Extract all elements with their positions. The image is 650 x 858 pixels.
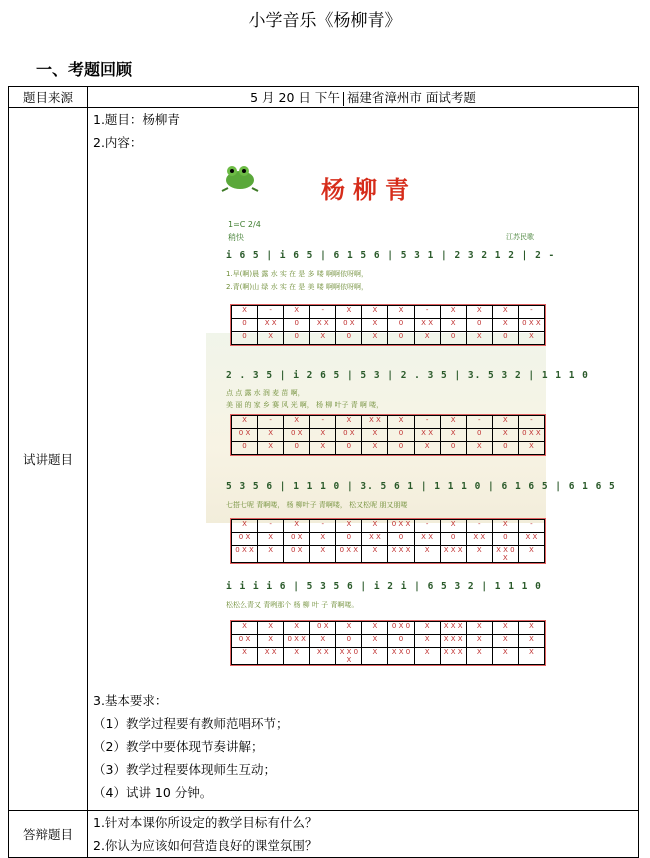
source-value [88, 87, 639, 108]
rhythm-cell: 0 X X [336, 546, 362, 563]
rhythm-cell: X [258, 533, 284, 546]
rhythm-cell: X [284, 416, 310, 429]
rhythm-table [231, 305, 545, 345]
rhythm-cell: X [518, 635, 544, 648]
rhythm-cell: 0 X X [518, 429, 544, 442]
rhythm-cell: 0 X X [284, 635, 310, 648]
rhythm-cell: X [518, 648, 544, 665]
rhythm-cell: X X [362, 533, 388, 546]
notes-line-1: i 6 5 | i 6 5 | 6 1 5 6 | 5 3 1 | 2 3 2 1 2 | 2 - [226, 250, 556, 261]
defense-question: 2.你认为应该如何营造良好的课堂氛围？ [93, 838, 318, 853]
rhythm-cell: 0 [388, 429, 414, 442]
rhythm-cell: X [492, 648, 518, 665]
rhythm-cell: X [388, 416, 414, 429]
rhythm-cell: X [492, 635, 518, 648]
rhythm-cell: X X [414, 319, 440, 332]
rhythm-cell: 0 X 0 [388, 622, 414, 635]
rhythm-cell: X [362, 546, 388, 563]
rhythm-table [231, 519, 545, 563]
rhythm-cell: X X X [440, 648, 466, 665]
rhythm-cell: 0 X [336, 319, 362, 332]
rhythm-cell: 0 X [232, 533, 258, 546]
requirement-item: （4）试讲 10 分钟。 [93, 785, 213, 800]
rhythm-cell: X X [414, 429, 440, 442]
rhythm-cell: X [362, 635, 388, 648]
rhythm-cell: X [362, 429, 388, 442]
rhythm-cell: X [414, 442, 440, 455]
rhythm-cell: 0 [492, 533, 518, 546]
frog-icon [220, 162, 260, 195]
rhythm-cell: X [518, 332, 544, 345]
notes-line-4: i i i i 6 | 5 3 5 6 | i 2 i | 6 5 3 2 | 1 1 1 0 [226, 581, 542, 592]
rhythm-cell: - [258, 520, 284, 533]
rhythm-cell: - [518, 306, 544, 319]
rhythm-cell: X [258, 332, 284, 345]
teaching-row [9, 108, 639, 811]
rhythm-cell: X [310, 332, 336, 345]
defense-label: 答辩题目 [9, 811, 88, 858]
rhythm-cell: 0 [440, 442, 466, 455]
rhythm-cell: X [492, 622, 518, 635]
rhythm-row [232, 546, 545, 563]
rhythm-row [232, 319, 545, 332]
source-row [9, 87, 639, 108]
section-heading: 一、考题回顾 [36, 60, 133, 79]
rhythm-cell: X [258, 546, 284, 563]
rhythm-row [232, 306, 545, 319]
rhythm-cell: X [518, 442, 544, 455]
rhythm-cell: 0 [232, 442, 258, 455]
rhythm-cell: 0 [492, 442, 518, 455]
rhythm-cell: X X [310, 319, 336, 332]
rhythm-cell: 0 X [232, 429, 258, 442]
rhythm-row [232, 520, 545, 533]
rhythm-cell: 0 X X [388, 520, 414, 533]
rhythm-cell: X [232, 622, 258, 635]
rhythm-grid-4 [230, 620, 546, 666]
rhythm-cell: - [258, 306, 284, 319]
rhythm-cell: - [414, 306, 440, 319]
rhythm-cell: X [258, 635, 284, 648]
defense-content [88, 811, 639, 858]
composer-note: 江苏民歌 [506, 233, 534, 241]
requirement-item: （1）教学过程要有教师范唱环节； [93, 716, 289, 731]
rhythm-cell: - [258, 416, 284, 429]
rhythm-cell: 0 X [310, 622, 336, 635]
rhythm-table [231, 621, 545, 665]
rhythm-table [231, 415, 545, 455]
question-content-label: 2.内容： [93, 135, 143, 150]
rhythm-cell: X X [362, 416, 388, 429]
defense-question: 1.针对本课你所设定的教学目标有什么？ [93, 815, 318, 830]
rhythm-row [232, 648, 545, 665]
page-title: 小学音乐《杨柳青》 [248, 11, 402, 31]
rhythm-cell: 0 [336, 533, 362, 546]
rhythm-cell: - [414, 520, 440, 533]
rhythm-cell: - [310, 306, 336, 319]
rhythm-cell: X [284, 306, 310, 319]
lyric-line-1b: 2.青(啊)山 绿 水 实 在 是 美 喽 啊啊依呀啊， [226, 283, 368, 291]
rhythm-cell: X [492, 416, 518, 429]
rhythm-cell: X X X [440, 622, 466, 635]
rhythm-cell: 0 X [284, 429, 310, 442]
rhythm-cell: X [310, 635, 336, 648]
rhythm-cell: 0 [388, 442, 414, 455]
rhythm-cell: 0 [232, 332, 258, 345]
rhythm-cell: X [310, 533, 336, 546]
rhythm-cell: X [284, 648, 310, 665]
rhythm-row [232, 429, 545, 442]
rhythm-cell: X [284, 622, 310, 635]
rhythm-cell: 0 [440, 533, 466, 546]
rhythm-cell: X [414, 546, 440, 563]
rhythm-cell: X [414, 332, 440, 345]
rhythm-cell: 0 X X [518, 319, 544, 332]
rhythm-cell: X [466, 332, 492, 345]
source-place: 福建省漳州市 面试考题 [346, 90, 476, 105]
rhythm-row [232, 533, 545, 546]
rhythm-cell: X [258, 622, 284, 635]
rhythm-cell: 0 [388, 332, 414, 345]
rhythm-row [232, 416, 545, 429]
rhythm-cell: X X [258, 648, 284, 665]
rhythm-cell: X [466, 635, 492, 648]
rhythm-grid-2 [230, 414, 546, 456]
rhythm-cell: - [518, 520, 544, 533]
rhythm-cell: X [258, 429, 284, 442]
rhythm-cell: 0 [466, 429, 492, 442]
defense-row [9, 811, 639, 858]
rhythm-cell: X [362, 648, 388, 665]
rhythm-grid-1 [230, 304, 546, 346]
rhythm-cell: X [492, 520, 518, 533]
source-date: 5 月 20 日 下午 [250, 90, 340, 105]
rhythm-cell: X X X [440, 635, 466, 648]
rhythm-cell: X [414, 648, 440, 665]
rhythm-cell: X [466, 306, 492, 319]
rhythm-cell: 0 [388, 635, 414, 648]
notes-line-2: 2 . 3 5 | i 2 6 5 | 5 3 | 2 . 3 5 | 3. 5 3 2 | 1 1 1 0 [226, 370, 589, 381]
rhythm-cell: X [310, 442, 336, 455]
rhythm-cell: X [414, 622, 440, 635]
requirement-item: （2）教学中要体现节奏讲解； [93, 739, 264, 754]
rhythm-cell: - [466, 416, 492, 429]
rhythm-cell: 0 [492, 332, 518, 345]
rhythm-cell: X X [258, 319, 284, 332]
rhythm-cell: X X [518, 533, 544, 546]
tempo-mark: 稍快 [228, 233, 244, 242]
rhythm-cell: X X [466, 533, 492, 546]
rhythm-cell: 0 [388, 319, 414, 332]
rhythm-cell: X [518, 622, 544, 635]
rhythm-cell: X [336, 622, 362, 635]
lyric-line-3: 七搭七呢 青啊喽， 杨 柳叶子 青啊喽， 松又松呢 朋又朋喽 [226, 501, 408, 509]
rhythm-row [232, 332, 545, 345]
rhythm-cell: X [310, 546, 336, 563]
rhythm-cell: 0 [440, 332, 466, 345]
teaching-content [88, 108, 639, 811]
key-signature: 1=C 2/4 [228, 220, 261, 229]
rhythm-cell: 0 X [232, 635, 258, 648]
rhythm-cell: X [440, 306, 466, 319]
requirement-item: （3）教学过程要体现师生互动； [93, 762, 276, 777]
rhythm-cell: - [518, 416, 544, 429]
rhythm-row [232, 635, 545, 648]
rhythm-cell: X [336, 306, 362, 319]
rhythm-cell: X [336, 520, 362, 533]
rhythm-cell: 0 [284, 332, 310, 345]
requirements-heading: 3.基本要求： [93, 693, 168, 708]
rhythm-cell: 0 X [336, 429, 362, 442]
rhythm-cell: X [362, 332, 388, 345]
rhythm-cell: X [440, 416, 466, 429]
rhythm-cell: 0 [284, 442, 310, 455]
source-label: 题目来源 [9, 87, 88, 108]
rhythm-cell: - [310, 520, 336, 533]
lyric-line-2a: 点 点 露 水 润 麦 苗 啊， [226, 389, 305, 397]
lyric-line-4: 松松么青又 青咧那个 杨 柳 叶 子 青啊喽。 [226, 601, 359, 609]
rhythm-cell: X [466, 546, 492, 563]
rhythm-cell: X [440, 520, 466, 533]
rhythm-cell: X [440, 429, 466, 442]
rhythm-cell: 0 [336, 332, 362, 345]
rhythm-cell: X [492, 306, 518, 319]
rhythm-cell: 0 [284, 319, 310, 332]
rhythm-cell: X X [310, 648, 336, 665]
rhythm-cell: 0 X [284, 533, 310, 546]
rhythm-cell: 0 [466, 319, 492, 332]
rhythm-cell: X [466, 442, 492, 455]
rhythm-cell: X [362, 520, 388, 533]
rhythm-cell: - [310, 416, 336, 429]
teaching-label: 试讲题目 [9, 108, 88, 811]
rhythm-cell: X [440, 319, 466, 332]
rhythm-cell: X X [414, 533, 440, 546]
rhythm-cell: X X X [440, 546, 466, 563]
rhythm-cell: X [492, 429, 518, 442]
rhythm-cell: X [466, 648, 492, 665]
exam-table [8, 86, 639, 858]
lyric-line-2b: 美 丽 的 家 乡 赛 风 光 啊， 杨 柳 叶子 青 啊 喽， [226, 401, 384, 409]
rhythm-cell: X [310, 429, 336, 442]
rhythm-cell: X [232, 520, 258, 533]
rhythm-cell: X [284, 520, 310, 533]
rhythm-cell: X [232, 416, 258, 429]
rhythm-cell: X X X [388, 546, 414, 563]
rhythm-grid-3 [230, 518, 546, 564]
rhythm-cell: X [518, 546, 544, 563]
rhythm-cell: 0 X [284, 546, 310, 563]
rhythm-cell: X [388, 306, 414, 319]
rhythm-cell: X [414, 635, 440, 648]
rhythm-cell: X X 0 [388, 648, 414, 665]
rhythm-cell: X [362, 442, 388, 455]
rhythm-cell: 0 [388, 533, 414, 546]
source-separator [343, 92, 344, 106]
notes-line-3: 5 3 5 6 | 1 1 1 0 | 3. 5 6 1 | 1 1 1 0 | 6 1 6 5 | 6 1 6 5 [226, 481, 616, 492]
rhythm-cell: X X 0 X [492, 546, 518, 563]
rhythm-cell: X [362, 306, 388, 319]
song-title: 杨柳青 [321, 176, 417, 204]
rhythm-cell: - [414, 416, 440, 429]
rhythm-cell: 0 [336, 442, 362, 455]
lyric-line-1a: 1.早(啊)晨 露 水 实 在 是 多 喽 啊啊依呀啊， [226, 270, 368, 278]
sheet-music-image [206, 158, 616, 683]
rhythm-cell: X [258, 442, 284, 455]
rhythm-cell: X [492, 319, 518, 332]
rhythm-row [232, 442, 545, 455]
rhythm-cell: 0 X X [232, 546, 258, 563]
rhythm-cell: X X 0 X [336, 648, 362, 665]
rhythm-cell: - [466, 520, 492, 533]
rhythm-cell: X [232, 648, 258, 665]
rhythm-cell: X [466, 622, 492, 635]
rhythm-cell: X [362, 319, 388, 332]
rhythm-cell: X [232, 306, 258, 319]
rhythm-cell: X [336, 416, 362, 429]
rhythm-row [232, 622, 545, 635]
rhythm-cell: X [362, 622, 388, 635]
rhythm-cell: 0 [232, 319, 258, 332]
question-title: 1.题目：杨柳青 [93, 112, 180, 127]
rhythm-cell: 0 [336, 635, 362, 648]
